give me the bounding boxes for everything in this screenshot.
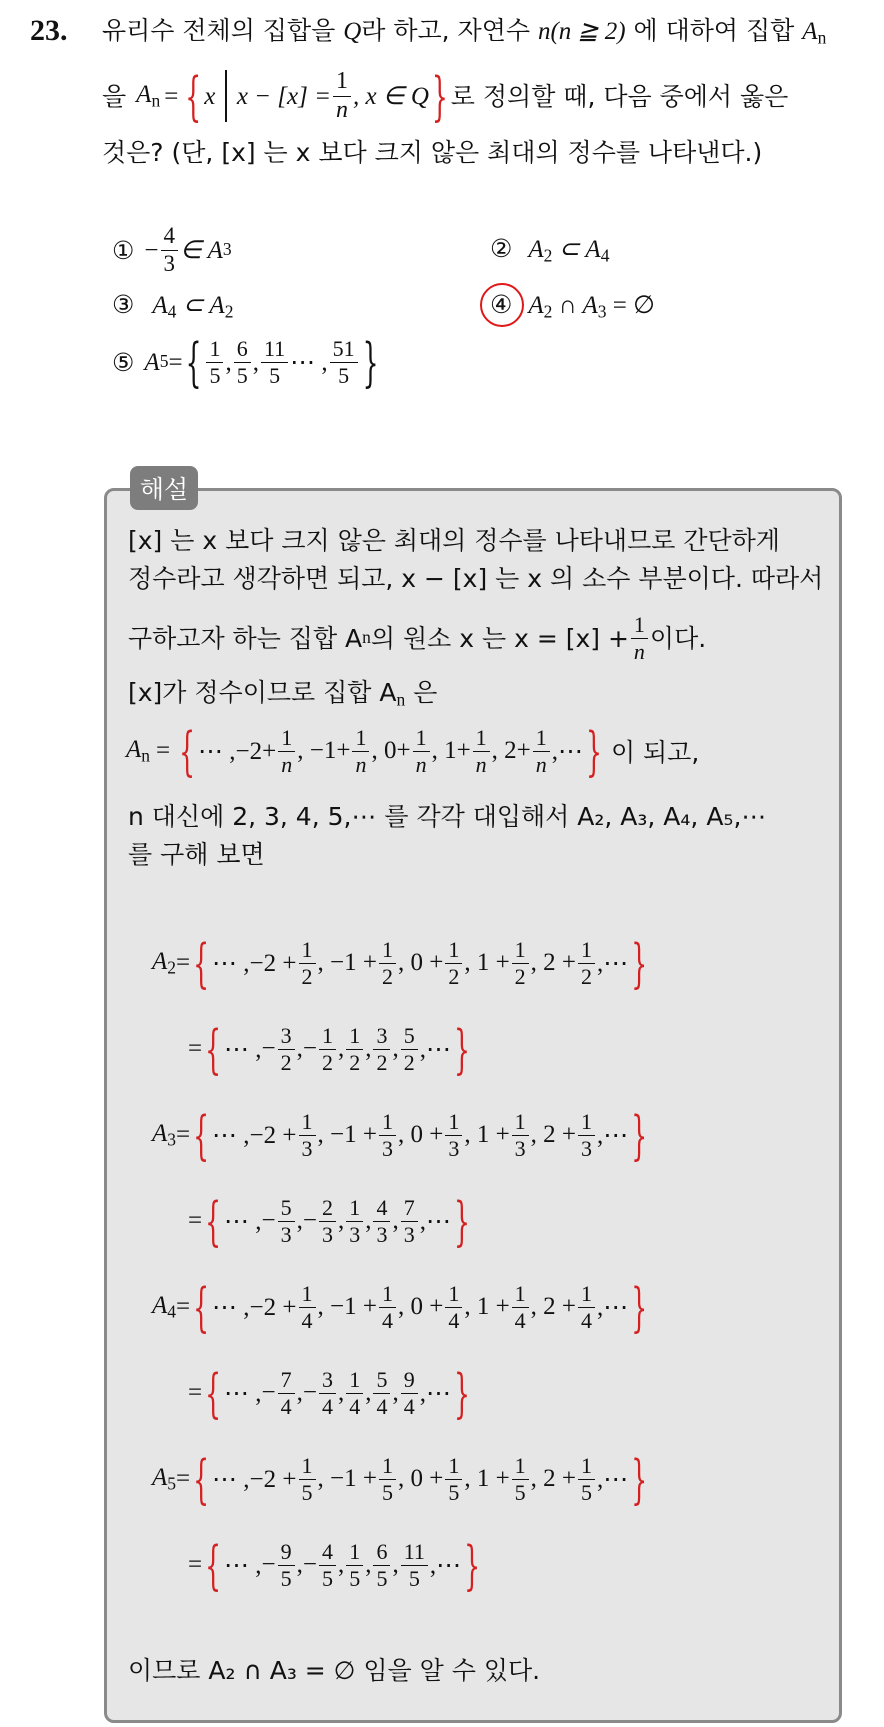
fraction: $\frac{9}{5}$ bbox=[278, 1540, 295, 1589]
set-row-simplified: = { ⋯ , − $\frac{5}{3}$ , − $\frac{2}{3}$ , $\frac{1}{3}$ , $\frac{4}{3}$ , $\frac{7}{3}$ ,⋯ } bbox=[188, 1190, 470, 1252]
solution-line-3: 구하고자 하는 집합 A n 의 원소 x 는 x = [x] + $\frac{1}{n}$ 이다. bbox=[128, 612, 707, 664]
fraction: $\frac{1}{4}$ bbox=[346, 1368, 363, 1417]
fraction: $\frac{1}{5}$ bbox=[299, 1454, 316, 1503]
fraction: $\frac{1}{n}$ bbox=[352, 726, 369, 775]
choice-4[interactable]: ④ $A_2$ ∩ $A_3$ = ∅ bbox=[490, 290, 655, 322]
solution-line-1: [x] 는 x 보다 크지 않은 최대의 정수를 나타내므로 간단하게 bbox=[128, 526, 780, 555]
symbol-Q: Q bbox=[343, 18, 362, 45]
fraction: $\frac{3}{2}$ bbox=[278, 1024, 295, 1073]
fraction: $\frac{1}{4}$ bbox=[512, 1282, 529, 1331]
question-text-1c: 에 대하여 집합 bbox=[633, 16, 795, 45]
question-text-2b: 로 정의할 때, 다음 중에서 옳은 bbox=[450, 81, 789, 111]
choice-1-number: ① bbox=[112, 235, 135, 265]
fraction: $\frac{1}{n}$ bbox=[473, 726, 490, 775]
fraction: $\frac{1}{n}$ bbox=[533, 726, 550, 775]
set-row-simplified: = { ⋯ , − $\frac{3}{2}$ , − $\frac{1}{2}$ , $\frac{1}{2}$ , $\frac{3}{2}$ , $\frac{5}{2}$ ,⋯ } bbox=[188, 1018, 470, 1080]
fraction: $\frac{2}{3}$ bbox=[319, 1196, 336, 1245]
fraction: $\frac{1}{5}$ bbox=[512, 1454, 529, 1503]
fraction: $\frac{1}{3}$ bbox=[379, 1110, 396, 1159]
fraction: $\frac{1}{5}$ bbox=[346, 1540, 363, 1589]
set-condition-tail: , x ∈ Q bbox=[352, 82, 429, 110]
fraction: $\frac{1}{3}$ bbox=[299, 1110, 316, 1159]
fraction: $\frac{4}{5}$ bbox=[319, 1540, 336, 1589]
solution-line-2: 정수라고 생각하면 되고, x − [x] 는 x 의 소수 부분이다. 따라서 bbox=[128, 564, 824, 593]
choice-4-number: ④ bbox=[490, 290, 513, 319]
fraction: $\frac{1}{5}$ bbox=[578, 1454, 595, 1503]
left-brace: { bbox=[185, 65, 202, 127]
right-brace: } bbox=[431, 65, 448, 127]
choice-2[interactable]: ② $A_2$ ⊂ $A_4$ bbox=[490, 234, 610, 266]
choice-3-number: ③ bbox=[112, 290, 135, 319]
fraction: $\frac{1}{n}$ bbox=[413, 726, 430, 775]
set-row-expanded: $A_5$ = { ⋯ ,−2 + $\frac{1}{5}$ , −1 + $\frac{1}{5}$ , 0 + $\frac{1}{5}$ , 1 + $\frac{1}{5}$ , 2 + $\frac{1}{5}$ ,⋯ } bbox=[152, 1448, 648, 1510]
fraction: $\frac{1}{2}$ bbox=[299, 938, 316, 987]
set-element-x: x bbox=[204, 82, 216, 110]
fraction: $\frac{51}{5}$ bbox=[330, 337, 358, 386]
question-line-1: 유리수 전체의 집합을 Q라 하고, 자연수 n(n ≧ 2) 에 대하여 집합 $A_n$ bbox=[102, 16, 827, 48]
fraction: $\frac{1}{2}$ bbox=[578, 938, 595, 987]
fraction: $\frac{1}{4}$ bbox=[578, 1282, 595, 1331]
fraction: $\frac{1}{2}$ bbox=[445, 938, 462, 987]
fraction: $\frac{1}{5}$ bbox=[206, 337, 223, 386]
solution-line-6: n 대신에 2, 3, 4, 5,⋯ 를 각각 대입해서 A₂, A₃, A₄, A₅,⋯ bbox=[128, 802, 767, 831]
fraction: $\frac{1}{3}$ bbox=[512, 1110, 529, 1159]
choice-3[interactable]: ③ $A_4$ ⊂ $A_2$ bbox=[112, 290, 234, 322]
question-number: 23. bbox=[30, 14, 68, 47]
n-condition: n(n ≧ 2) bbox=[537, 18, 626, 45]
fraction: $\frac{3}{2}$ bbox=[373, 1024, 390, 1073]
question-text-1a: 유리수 전체의 집합을 bbox=[102, 16, 336, 45]
question-text-2a: 을 bbox=[102, 81, 127, 111]
fraction: $\frac{11}{5}$ bbox=[261, 337, 288, 386]
general-set-equation: $A_n$ = { ⋯ ,−2+ $\frac{1}{n}$ , −1+ $\frac{1}{n}$ , 0+ $\frac{1}{n}$ , 1+ $\frac{1}{n}$ , 2+ $\frac{1}{n}$ ,⋯ } 이 되고, bbox=[126, 720, 700, 782]
fraction: $\frac{11}{5}$ bbox=[401, 1540, 428, 1589]
fraction: $\frac{7}{4}$ bbox=[278, 1368, 295, 1417]
fraction: $\frac{5}{4}$ bbox=[373, 1368, 390, 1417]
solution-tag: 해설 bbox=[130, 466, 198, 510]
fraction: $\frac{1}{4}$ bbox=[379, 1282, 396, 1331]
fraction: $\frac{1}{n}$ bbox=[278, 726, 295, 775]
fraction: $\frac{1}{4}$ bbox=[445, 1282, 462, 1331]
fraction: $\frac{6}{5}$ bbox=[373, 1540, 390, 1589]
set-row-expanded: $A_4$ = { ⋯ ,−2 + $\frac{1}{4}$ , −1 + $\frac{1}{4}$ , 0 + $\frac{1}{4}$ , 1 + $\frac{1}{4}$ , 2 + $\frac{1}{4}$ ,⋯ } bbox=[152, 1276, 648, 1338]
fraction: $\frac{5}{2}$ bbox=[401, 1024, 418, 1073]
question-text-1b: 라 하고, 자연수 bbox=[361, 16, 531, 45]
fraction: $\frac{1}{5}$ bbox=[445, 1454, 462, 1503]
set-divider bbox=[225, 70, 227, 122]
fraction: $\frac{1}{3}$ bbox=[346, 1196, 363, 1245]
fraction: $\frac{1}{2}$ bbox=[379, 938, 396, 987]
choice-1-tail: ∈ A bbox=[180, 236, 223, 264]
fraction: $\frac{1}{2}$ bbox=[319, 1024, 336, 1073]
fraction: $\frac{1}{5}$ bbox=[379, 1454, 396, 1503]
fraction: $\frac{9}{4}$ bbox=[401, 1368, 418, 1417]
set-row-expanded: $A_3$ = { ⋯ ,−2 + $\frac{1}{3}$ , −1 + $\frac{1}{3}$ , 0 + $\frac{1}{3}$ , 1 + $\frac{1}{3}$ , 2 + $\frac{1}{3}$ ,⋯ } bbox=[152, 1104, 648, 1166]
fraction: $\frac{7}{3}$ bbox=[401, 1196, 418, 1245]
question-line-2: 을 $A_n$ = { x x − [x] = $\frac{1}{n}$ , x ∈ Q } 로 정의할 때, 다음 중에서 옳은 bbox=[102, 65, 789, 127]
fraction: $\frac{4}{3}$ bbox=[373, 1196, 390, 1245]
fraction: $\frac{1}{2}$ bbox=[346, 1024, 363, 1073]
choice-1[interactable]: ① − $\frac{4}{3}$ ∈ A 3 bbox=[112, 223, 232, 276]
choice-5-number: ⑤ bbox=[112, 347, 135, 377]
set-row-simplified: = { ⋯ , − $\frac{7}{4}$ , − $\frac{3}{4}$ , $\frac{1}{4}$ , $\frac{5}{4}$ , $\frac{9}{4}$ ,⋯ } bbox=[188, 1362, 470, 1424]
solution-line-7: 를 구해 보면 bbox=[128, 840, 265, 869]
choice-2-number: ② bbox=[490, 234, 513, 263]
choice-1-fraction: $\frac{4}{3}$ bbox=[161, 224, 179, 275]
set-row-simplified: = { ⋯ , − $\frac{9}{5}$ , − $\frac{4}{5}$ , $\frac{1}{5}$ , $\frac{6}{5}$ , $\frac{11}{5}$ ,⋯ } bbox=[188, 1534, 481, 1596]
fraction: $\frac{1}{2}$ bbox=[512, 938, 529, 987]
question-line-3: 것은? (단, [x] 는 x 보다 크지 않은 최대의 정수를 나타낸다.) bbox=[102, 138, 763, 167]
fraction: $\frac{1}{3}$ bbox=[445, 1110, 462, 1159]
choice-5-set-items: $\frac{1}{5}$ , $\frac{6}{5}$ , $\frac{11}{5}$ ⋯ , $\frac{51}{5}$ bbox=[204, 337, 359, 386]
solution-line-4: [x]가 정수이므로 집합 $A_n$ 은 bbox=[128, 678, 438, 710]
fraction: $\frac{5}{3}$ bbox=[278, 1196, 295, 1245]
choice-5[interactable]: ⑤ A 5 = { $\frac{1}{5}$ , $\frac{6}{5}$ , $\frac{11}{5}$ ⋯ , $\frac{51}{5}$ } bbox=[112, 331, 379, 393]
fraction-1-over-n: $\frac{1}{n}$ bbox=[333, 69, 351, 122]
fraction: $\frac{1}{3}$ bbox=[578, 1110, 595, 1159]
solution-conclusion: 이므로 A₂ ∩ A₃ = ∅ 임을 알 수 있다. bbox=[128, 1656, 541, 1685]
fraction: $\frac{6}{5}$ bbox=[234, 337, 251, 386]
fraction: $\frac{3}{4}$ bbox=[319, 1368, 336, 1417]
fraction: $\frac{1}{4}$ bbox=[299, 1282, 316, 1331]
symbol-An: A bbox=[802, 18, 818, 45]
set-row-expanded: $A_2$ = { ⋯ ,−2 + $\frac{1}{2}$ , −1 + $\frac{1}{2}$ , 0 + $\frac{1}{2}$ , 1 + $\frac{1}{2}$ , 2 + $\frac{1}{2}$ ,⋯ } bbox=[152, 932, 648, 994]
set-condition: x − [x] = bbox=[236, 82, 331, 110]
